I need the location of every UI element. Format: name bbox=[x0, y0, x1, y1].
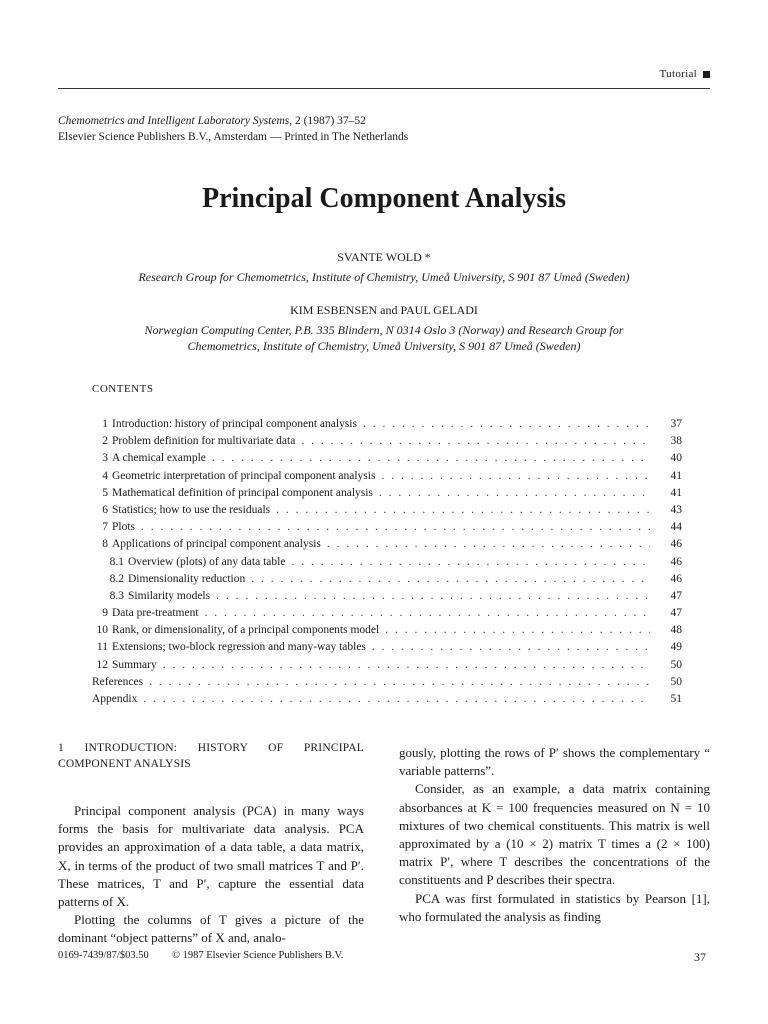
toc-item-number: 12 bbox=[96, 658, 108, 671]
toc-item-label bbox=[92, 659, 157, 671]
toc-item-number: 7 bbox=[102, 521, 108, 534]
toc-item-page: 47 bbox=[670, 589, 682, 602]
publisher-line: Elsevier Science Publishers B.V., Amsterdam — Printed in The Netherlands bbox=[58, 131, 409, 143]
paper-title: Principal Component Analysis bbox=[201, 183, 567, 214]
journal-name: Chemometrics and Intelligent Laboratory Systems, bbox=[58, 115, 293, 127]
toc-item bbox=[92, 521, 682, 538]
toc-item-label bbox=[92, 470, 375, 482]
toc-item-number: 9 bbox=[102, 607, 108, 620]
toc-leader-dots bbox=[301, 435, 650, 447]
toc-item-text: Applications of principal component analysis bbox=[112, 538, 321, 551]
toc-leader-dots bbox=[291, 556, 650, 568]
page-number: 37 bbox=[694, 950, 706, 964]
toc-item-label bbox=[92, 435, 295, 447]
toc-item bbox=[92, 607, 682, 624]
toc-item bbox=[92, 693, 682, 710]
toc-item-label bbox=[92, 521, 135, 533]
toc-leader-dots bbox=[163, 659, 650, 671]
toc-item-number: 1 bbox=[102, 418, 108, 430]
toc-item-text: Summary bbox=[112, 658, 157, 671]
toc-leader-dots bbox=[149, 676, 650, 688]
affiliation-secondary-line2: Chemometrics, Institute of Chemistry, Umeå University, S 901 87 Umeå (Sweden) bbox=[187, 339, 581, 353]
toc-leader-dots bbox=[143, 693, 650, 705]
toc-item-text: Overview (plots) of any data table bbox=[128, 555, 286, 568]
toc-item-page: 46 bbox=[670, 538, 682, 551]
toc-item-text: Appendix bbox=[92, 693, 138, 705]
toc-item-number: 8.3 bbox=[109, 589, 124, 602]
toc-item-number: 8.2 bbox=[109, 572, 124, 585]
toc-item bbox=[92, 641, 682, 658]
toc-item bbox=[92, 504, 682, 521]
toc-item-number: 11 bbox=[96, 641, 108, 654]
toc-item-label bbox=[92, 693, 137, 705]
toc-item bbox=[92, 573, 682, 590]
toc-item-label bbox=[92, 624, 379, 636]
toc-item-label bbox=[92, 641, 366, 653]
toc-item-page: 48 bbox=[670, 624, 682, 637]
paragraph: gously, plotting the rows of P′ shows the complementary “ variable patterns”. bbox=[399, 745, 710, 779]
toc-item-page: 51 bbox=[670, 693, 682, 705]
toc-item-label bbox=[92, 418, 357, 430]
toc-item-page: 50 bbox=[670, 658, 682, 671]
toc-item bbox=[92, 590, 682, 607]
toc-item-number: 2 bbox=[102, 435, 108, 448]
journal-volume: 2 (1987) 37–52 bbox=[295, 115, 366, 127]
toc-item-number: 8 bbox=[102, 538, 108, 551]
toc-item-page: 47 bbox=[670, 607, 682, 620]
toc-item bbox=[92, 452, 682, 469]
toc-item-text: Geometric interpretation of principal component analysis bbox=[112, 469, 376, 482]
toc-item-label bbox=[92, 538, 321, 550]
left-column bbox=[58, 740, 364, 948]
toc-item bbox=[92, 487, 682, 504]
toc-item-label bbox=[92, 556, 285, 568]
toc-leader-dots bbox=[327, 538, 650, 550]
toc-item-number: 10 bbox=[96, 624, 108, 637]
toc-item-page: 46 bbox=[670, 555, 682, 568]
footer-citation bbox=[58, 950, 343, 961]
toc-item-number: 3 bbox=[102, 452, 108, 465]
author-secondary: KIM ESBENSEN and PAUL GELADI bbox=[290, 303, 478, 317]
toc-item bbox=[92, 418, 682, 435]
toc-item bbox=[92, 659, 682, 676]
toc-leader-dots bbox=[141, 521, 650, 533]
toc-item-label bbox=[92, 607, 199, 619]
toc-item-page: 40 bbox=[670, 452, 682, 465]
toc-item-number: 5 bbox=[102, 486, 108, 499]
toc-item-label bbox=[92, 590, 210, 602]
toc-leader-dots bbox=[276, 504, 650, 516]
toc-leader-dots bbox=[379, 487, 650, 499]
toc-item-text: Plots bbox=[112, 521, 136, 534]
toc-leader-dots bbox=[363, 418, 650, 430]
paragraph: Principal component analysis (PCA) in many ways forms the basis for multivariate data analysis. PCA provides an approximation of a data table, a data matrix, X, in terms of the product of two small matrices T and P′. These matrices, T and P′, capture the essential data patterns of X. bbox=[58, 803, 364, 910]
issn-price: 0169-7439/87/$03.50 bbox=[58, 950, 149, 961]
section-tag-label: Tutorial bbox=[659, 68, 697, 80]
toc-item-page: 49 bbox=[670, 641, 682, 654]
toc-item-text: References bbox=[92, 675, 144, 688]
toc-item-label bbox=[92, 452, 206, 464]
toc-item-page: 41 bbox=[670, 486, 682, 499]
toc-item-text: Extensions; two-block regression and many-way tables bbox=[112, 641, 366, 654]
toc-item-page: 43 bbox=[670, 503, 682, 516]
paragraph: PCA was first formulated in statistics by Pearson [1], who formulated the analysis as finding bbox=[399, 890, 710, 924]
toc-item-page: 44 bbox=[670, 521, 682, 534]
toc-leader-dots bbox=[381, 470, 650, 482]
section-heading: 1 INTRODUCTION: HISTORY OF PRINCIPAL COMPONENT ANALYSIS bbox=[58, 742, 364, 770]
toc-leader-dots bbox=[216, 590, 650, 602]
toc-item-page: 38 bbox=[670, 435, 682, 448]
toc-item-label bbox=[92, 676, 143, 688]
header-rule bbox=[58, 88, 710, 89]
toc-item-page: 46 bbox=[670, 572, 682, 585]
toc-item-page: 50 bbox=[670, 675, 682, 688]
toc-leader-dots bbox=[212, 452, 650, 464]
toc-item-text: Problem definition for multivariate data bbox=[112, 435, 296, 448]
toc-item-number: 8.1 bbox=[109, 555, 124, 568]
journal-citation bbox=[58, 113, 408, 145]
toc-item-text: Mathematical definition of principal component analysis bbox=[112, 486, 373, 499]
toc-item bbox=[92, 676, 682, 693]
contents-heading: CONTENTS bbox=[92, 383, 154, 395]
toc-leader-dots bbox=[372, 641, 650, 653]
toc-item-label bbox=[92, 573, 245, 585]
toc-item-number: 4 bbox=[102, 469, 108, 482]
table-of-contents bbox=[92, 418, 682, 710]
toc-item bbox=[92, 435, 682, 452]
toc-item bbox=[92, 624, 682, 641]
toc-item-label bbox=[92, 487, 373, 499]
paragraph: Consider, as an example, a data matrix containing absorbances at K = 100 frequencies measured on N = 10 mixtures of two chemical constituents. This matrix is well approximated by a (10 × 2) matrix T times a (2 × 100) matrix P′, where T describes the concentrations of the constituents and P describes their spectra. bbox=[399, 781, 710, 888]
square-bullet-icon bbox=[703, 71, 710, 78]
toc-item-text: Rank, or dimensionality, of a principal components model bbox=[112, 624, 380, 637]
toc-item bbox=[92, 556, 682, 573]
toc-item-label bbox=[92, 504, 270, 516]
toc-leader-dots bbox=[385, 624, 650, 636]
toc-item-text: Introduction: history of principal component analysis bbox=[112, 418, 357, 430]
toc-item-text: Statistics; how to use the residuals bbox=[112, 503, 271, 516]
affiliation-secondary-line1: Norwegian Computing Center, P.B. 335 Blindern, N 0314 Oslo 3 (Norway) and Research Group for bbox=[144, 323, 624, 337]
toc-item bbox=[92, 470, 682, 487]
toc-item-text: Dimensionality reduction bbox=[128, 572, 246, 585]
toc-item-text: Data pre-treatment bbox=[112, 607, 199, 620]
right-column bbox=[399, 744, 710, 926]
toc-item-number: 6 bbox=[102, 503, 108, 516]
affiliation-primary: Research Group for Chemometrics, Institute of Chemistry, Umeå University, S 901 87 Umeå (Sweden) bbox=[138, 270, 630, 284]
toc-item-text: A chemical example bbox=[112, 452, 206, 465]
toc-leader-dots bbox=[251, 573, 650, 585]
paragraph: Plotting the columns of T gives a picture of the dominant “object patterns” of X and, analo- bbox=[58, 912, 364, 946]
toc-leader-dots bbox=[205, 607, 650, 619]
copyright: © 1987 Elsevier Science Publishers B.V. bbox=[171, 950, 344, 961]
toc-item-page: 41 bbox=[670, 469, 682, 482]
author-primary: SVANTE WOLD * bbox=[337, 250, 431, 264]
toc-item-text: Similarity models bbox=[128, 589, 211, 602]
journal-citation-line1 bbox=[58, 113, 408, 129]
section-tag bbox=[660, 68, 710, 80]
toc-item bbox=[92, 538, 682, 555]
toc-item-page: 37 bbox=[670, 418, 682, 430]
